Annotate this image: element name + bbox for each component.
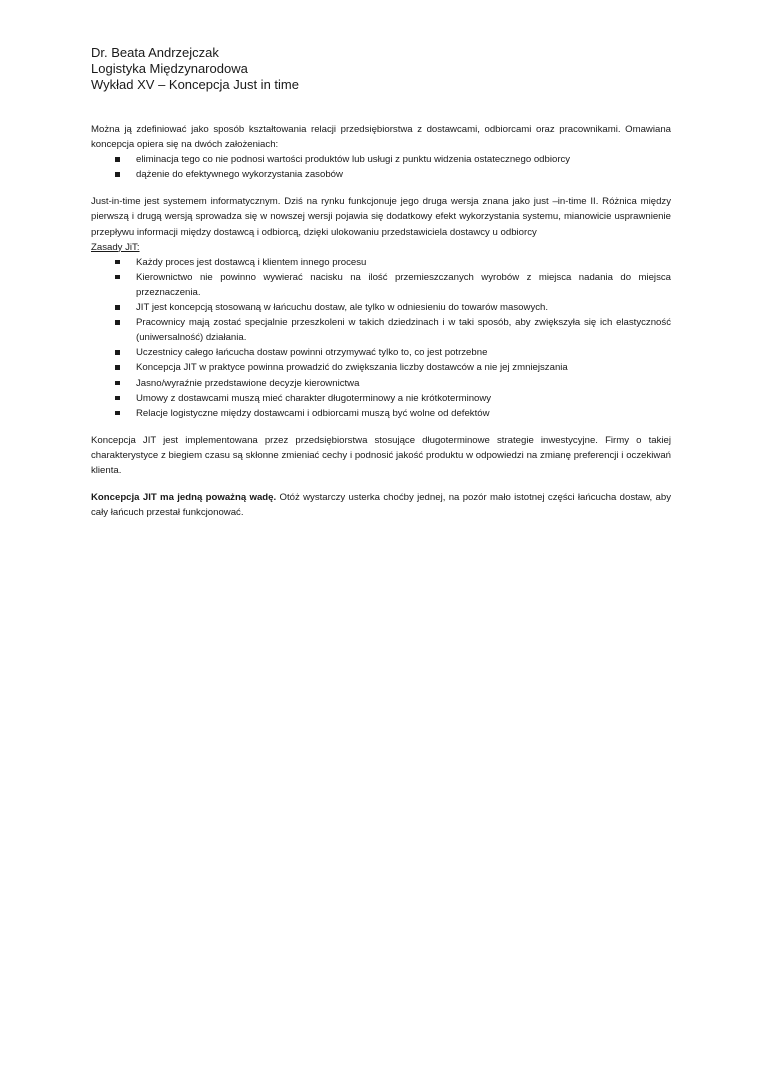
list-item: JIT jest koncepcją stosowaną w łańcuchu dostaw, ale tylko w odniesieniu do towarów masowych. — [91, 300, 671, 315]
course-name: Logistyka Międzynarodowa — [91, 61, 248, 76]
flaw-bold-text: Koncepcja JIT ma jedną poważną wadę. — [91, 492, 277, 504]
intro-paragraph: Można ją zdefiniować jako sposób kształtowania relacji przedsiębiorstwa z dostawcami, odbiorcami oraz pracownikami. Omawiana koncepcja opiera się na dwóch założeniach: — [91, 124, 671, 151]
list-item: Pracownicy mają zostać specjalnie przeszkoleni w takich dziedzinach i w taki sposób, aby zwiększyła się ich elastyczność (uniwersalność) działania. — [91, 315, 671, 345]
lecture-title: Wykład XV – Koncepcja Just in time — [91, 77, 299, 92]
list-item: Relacje logistyczne między dostawcami i odbiorcami muszą być wolne od defektów — [91, 406, 671, 421]
list-item: eliminacja tego co nie podnosi wartości produktów lub usługi z punktu widzenia ostatecznego odbiorcy — [91, 152, 671, 167]
principles-heading — [91, 240, 671, 255]
document-body — [91, 122, 671, 520]
list-item: Każdy proces jest dostawcą i klientem innego procesu — [91, 255, 671, 270]
document-header — [91, 45, 299, 93]
author-name: Dr. Beata Andrzejczak — [91, 45, 219, 60]
list-item: Uczestnicy całego łańcucha dostaw powinni otrzymywać tylko to, co jest potrzebne — [91, 345, 671, 360]
flaw-text: Otóż wystarczy usterka choćby jednej, na pozór mało istotnej części łańcucha dostaw, aby cały łańcuch przestał funkcjonować. — [91, 492, 671, 519]
flaw-paragraph — [91, 490, 671, 520]
principles-list — [91, 255, 671, 421]
list-item: Koncepcja JIT w praktyce powinna prowadzić do zwiększania liczby dostawców a nie jej zmniejszania — [91, 360, 671, 375]
implementation-paragraph: Koncepcja JIT jest implementowana przez przedsiębiorstwa stosujące długoterminowe strategie inwestycyjne. Firmy o takiej charakterystyce z biegiem czasu są skłonne zmieniać cechy i podnosić jakość produktu w odpowiedzi na zmianę preferencji i oczekiwań klienta. — [91, 434, 671, 476]
assumptions-list — [91, 152, 671, 182]
system-paragraph: Just-in-time jest systemem informatycznym. Dziś na rynku funkcjonuje jego druga wersja znana jako just –in-time II. Różnica między pierwszą i drugą wersją sprowadza się w nowszej wersji pojawia się dodatkowy efekt wykorzystania systemu, mianowicie usprawnienie przepływu informacji między dostawcą i odbiorcą, dzięki ulokowaniu przedstawiciela dostawcy u odbiorcy — [91, 196, 671, 238]
list-item: Jasno/wyraźnie przedstawione decyzje kierownictwa — [91, 376, 671, 391]
list-item: Kierownictwo nie powinno wywierać nacisku na ilość przemieszczanych wyrobów z miejsca nadania do miejsca przeznaczenia. — [91, 270, 671, 300]
list-item: dążenie do efektywnego wykorzystania zasobów — [91, 167, 671, 182]
principles-heading-text: Zasady JiT: — [91, 241, 140, 253]
list-item: Umowy z dostawcami muszą mieć charakter długoterminowy a nie krótkoterminowy — [91, 391, 671, 406]
